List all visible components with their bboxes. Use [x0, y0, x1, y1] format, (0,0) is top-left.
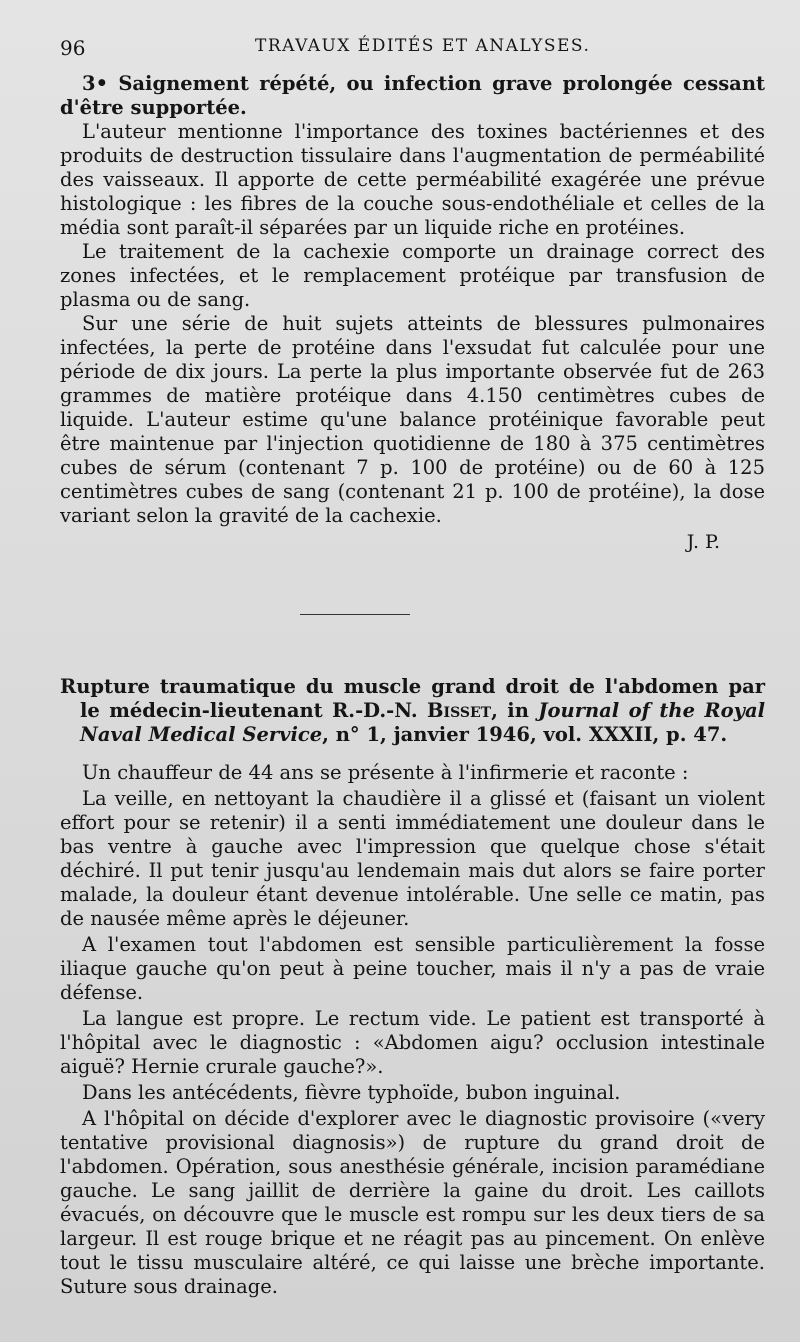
page-header	[60, 30, 765, 60]
section-divider	[300, 614, 410, 615]
paragraph: Sur une série de huit sujets atteints de blessures pulmonaires infectées, la perte de protéine dans l'exsudat fut calculée pour une période de dix jours. La perte la plus importante observée fut de 263 grammes de matière protéique dans 4.150 centimètres cubes de liquide. L'auteur estime qu'une balance protéinique favorable peut être maintenue par l'injection quotidienne de 180 à 375 centimètres cubes de sérum (contenant 7 p. 100 de protéine) ou de 60 à 125 centimètres cubes de sang (contenant 21 p. 100 de protéine), la dose variant selon la gravité de la cachexie.	[60, 312, 765, 527]
author-initials: J. P.	[686, 531, 720, 553]
point-3: 3• Saignement répété, ou infection grave prolongée cessant d'être supportée.	[60, 72, 765, 119]
article-in: , in	[491, 699, 539, 722]
page-number: 96	[60, 36, 86, 60]
article-title	[60, 675, 765, 747]
running-head: TRAVAUX ÉDITÉS ET ANALYSES.	[255, 36, 591, 56]
article-author: Bisset	[427, 699, 492, 722]
paragraph: Le traitement de la cachexie comporte un drainage correct des zones infectées, et le remplacement protéique par transfusion de plasma ou de sang.	[60, 240, 765, 311]
paragraph: La langue est propre. Le rectum vide. Le patient est transporté à l'hôpital avec le diagnostic : «Abdomen aigu? occlusion intestinale aiguë? Hernie crurale gauche?».	[60, 1007, 765, 1078]
article-citation: , n° 1, janvier 1946, vol. XXXII, p. 47.	[322, 723, 728, 746]
journal-name: Journal of the Royal Naval Medical Service	[80, 699, 766, 746]
article-title-text: Rupture traumatique du muscle grand droit de l'abdomen par le médecin-lieutenant R.-D.-N.	[60, 675, 765, 722]
paragraph: Dans les antécédents, fièvre typhoïde, bubon inguinal.	[82, 1081, 621, 1104]
paragraph: A l'examen tout l'abdomen est sensible particulièrement la fosse iliaque gauche qu'on peut à peine toucher, mais il n'y a pas de vraie défense.	[60, 933, 765, 1004]
page-content	[60, 72, 765, 1299]
paragraph: A l'hôpital on décide d'explorer avec le diagnostic provisoire («very tentative provisional diagnosis») de rupture du grand droit de l'abdomen. Opération, sous anesthésie générale, incision paramédiane gauche. Le sang jaillit de derrière la gaine du droit. Les caillots évacués, on découvre que le muscle est rompu sur les deux tiers de sa largeur. Il est rouge brique et ne réagit pas au pincement. On enlève tout le tissu musculaire altéré, ce qui laisse une brèche importante. Suture sous drainage.	[60, 1107, 765, 1298]
paragraph: Un chauffeur de 44 ans se présente à l'infirmerie et raconte :	[82, 761, 689, 784]
paragraph: L'auteur mentionne l'importance des toxines bactériennes et des produits de destruction tissulaire dans l'augmentation de perméabilité des vaisseaux. Il apporte de cette perméabilité exagérée une prévue histologique : les fibres de la couche sous-endothéliale et celles de la média sont paraît-il séparées par un liquide riche en protéines.	[60, 120, 765, 239]
paragraph: La veille, en nettoyant la chaudière il a glissé et (faisant un violent effort pour se retenir) il a senti immédiatement une douleur dans le bas ventre à gauche avec l'impression que quelque chose s'était déchiré. Il put tenir jusqu'au lendemain mais dut alors se faire porter malade, la douleur étant devenue intolérable. Une selle ce matin, pas de nausée même après le déjeuner.	[60, 787, 765, 930]
